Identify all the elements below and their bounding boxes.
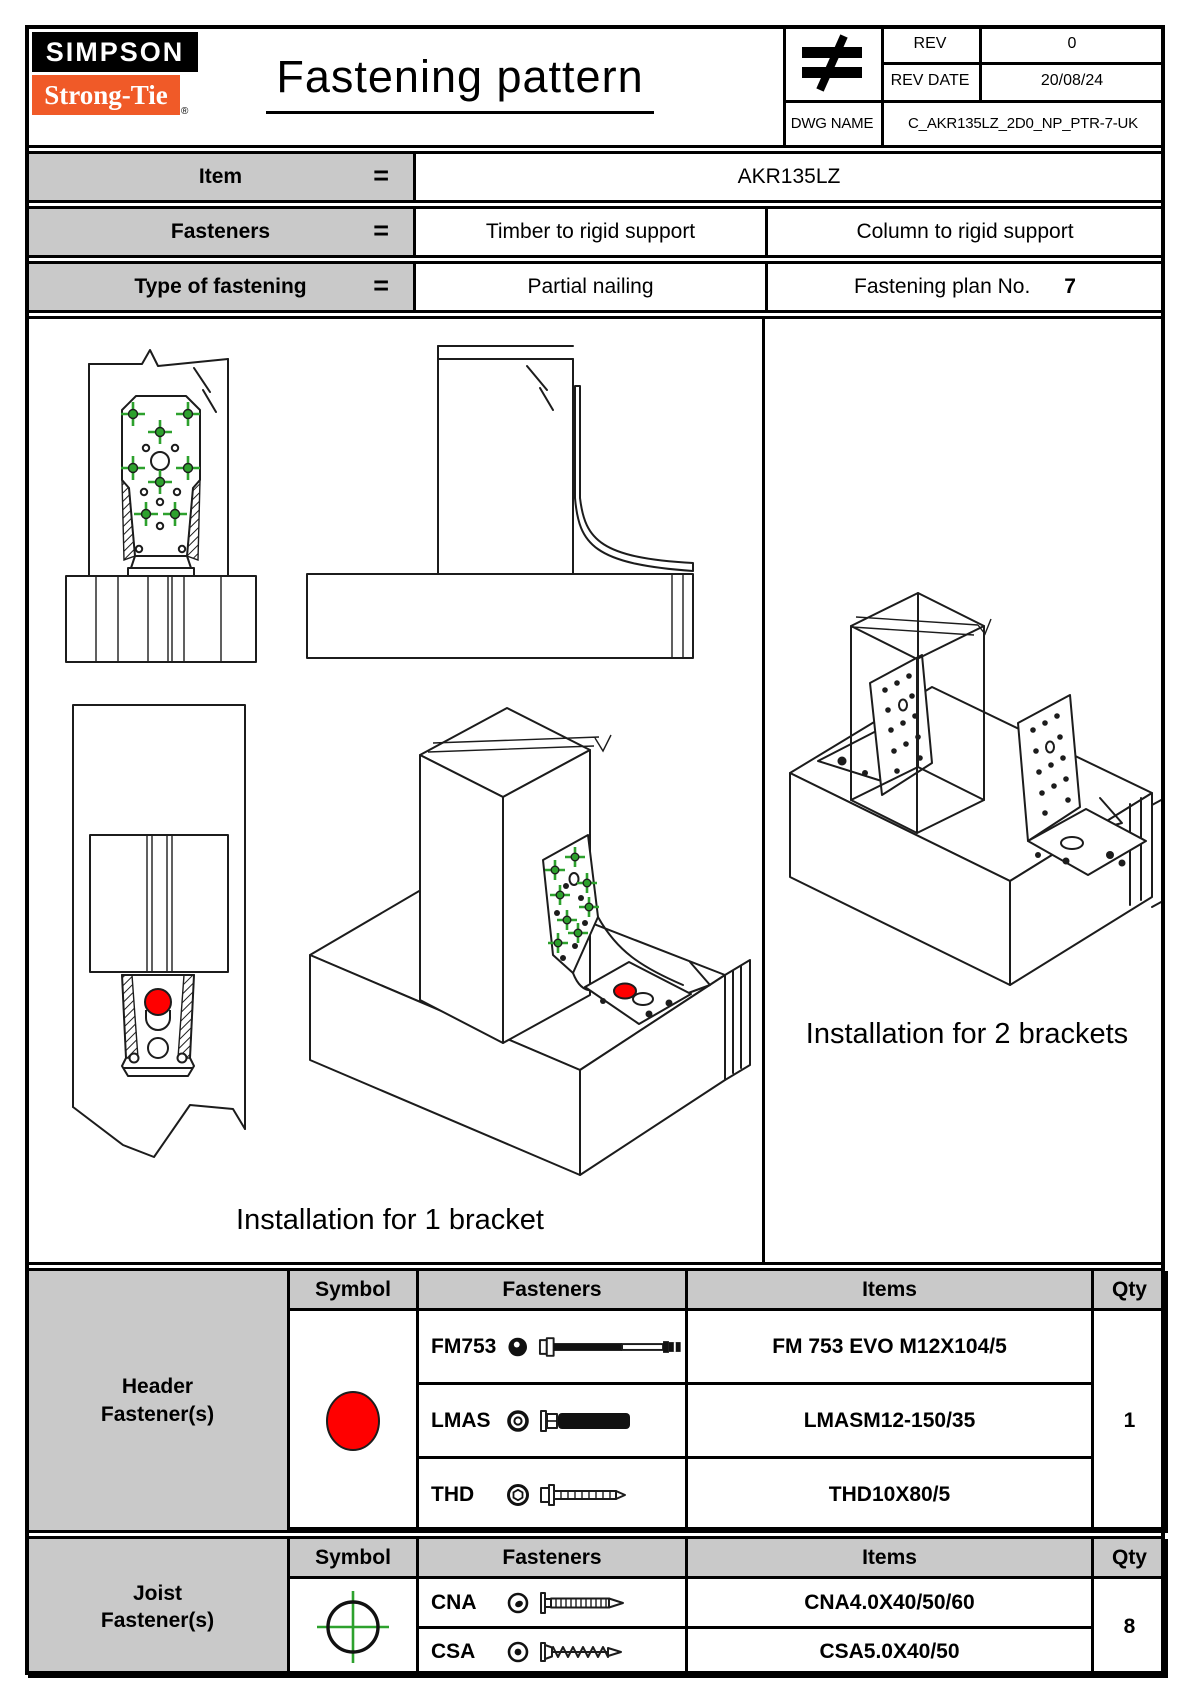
col-header-items: Items [688, 1271, 1094, 1311]
fastener-row-lmas [419, 1385, 688, 1459]
logo-simpson [32, 32, 198, 72]
csa-head-icon [506, 1640, 530, 1664]
info-fasteners-left: Timber to rigid support [485, 220, 696, 243]
caption-one-bracket: Installation for 1 bracket [236, 1204, 544, 1236]
iso-view-one-bracket [285, 655, 757, 1200]
col-header-qty: Qty [1094, 1539, 1168, 1579]
group-line2: Fastener(s) [100, 1402, 215, 1426]
item-value: LMASM12-150/35 [688, 1385, 1094, 1459]
group-label-header-fasteners [28, 1271, 290, 1533]
registered-mark: ® [181, 106, 189, 117]
plan-view-drawing [60, 700, 260, 1165]
side-view-drawing [295, 328, 705, 666]
cna-nail-icon [539, 1590, 635, 1616]
header-fasteners-table [25, 1268, 1165, 1530]
col-header-symbol: Symbol [290, 1539, 419, 1579]
thd-head-icon [506, 1483, 530, 1507]
equals-sign: = [373, 160, 389, 191]
cna-head-icon [506, 1591, 530, 1615]
fastener-code: FM753 [431, 1334, 497, 1358]
col-header-fasteners: Fasteners [419, 1271, 688, 1311]
header-fastener-marker [145, 989, 171, 1015]
break-symbol [194, 368, 216, 412]
fastener-code: CSA [431, 1640, 476, 1663]
qty-value-joist: 8 [1094, 1579, 1168, 1678]
not-to-scale-symbol [786, 28, 878, 98]
item-value: CNA4.0X40/50/60 [688, 1579, 1094, 1629]
header-fastener-marker [614, 984, 636, 999]
break-symbol [527, 366, 553, 410]
lmas-head-icon [506, 1409, 530, 1433]
info-fasteners-right: Column to rigid support [765, 209, 1162, 255]
fastener-code: THD [431, 1482, 475, 1506]
fastening-plan-number: 7 [1064, 275, 1076, 298]
info-item-value: AKR135LZ [737, 165, 841, 188]
info-row-fasteners [25, 206, 1165, 258]
page-title-text: Fastening pattern [266, 51, 653, 114]
fastener-row-csa [419, 1629, 688, 1678]
item-value: FM 753 EVO M12X104/5 [688, 1311, 1094, 1385]
rev-label: REV [913, 35, 947, 52]
dwg-name-label: DWG NAME [790, 114, 874, 132]
col-header-fasteners: Fasteners [419, 1539, 688, 1579]
info-fasteners-label-cell [28, 209, 416, 255]
not-equal-icon [796, 34, 868, 92]
fastener-row-cna [419, 1579, 688, 1629]
info-item-label-cell [28, 154, 416, 200]
break-line [73, 1105, 245, 1157]
logo-strongtie-text: Strong-Tie [44, 79, 168, 110]
fastening-plan-label: Fastening plan No. [854, 275, 1031, 298]
symbol-cell-joist [290, 1579, 419, 1678]
red-circle-icon [321, 1387, 385, 1455]
info-item-label: Item [198, 165, 243, 188]
drawing-area [25, 316, 1165, 1265]
info-fasteners-label: Fasteners [170, 220, 271, 243]
item-value: THD10X80/5 [688, 1459, 1094, 1533]
logo-strongtie [32, 75, 180, 115]
titleblock-divider [783, 100, 1165, 103]
joist-fasteners-table [25, 1536, 1165, 1675]
page-title [250, 52, 670, 112]
rev-date-label: REV DATE [890, 72, 970, 89]
item-value: CSA5.0X40/50 [688, 1629, 1094, 1678]
group-line2: Fastener(s) [100, 1609, 215, 1632]
info-type-left: Partial nailing [527, 275, 654, 298]
csa-screw-icon [539, 1639, 631, 1665]
caption-two-brackets: Installation for 2 brackets [805, 1018, 1129, 1050]
col-header-items: Items [688, 1539, 1094, 1579]
equals-sign: = [373, 270, 389, 301]
col-header-symbol: Symbol [290, 1271, 419, 1311]
group-label-joist-fasteners [28, 1539, 290, 1678]
dwg-name-value: C_AKR135LZ_2D0_NP_PTR-7-UK [908, 114, 1138, 132]
rev-value: 0 [1067, 35, 1077, 52]
lmas-bolt-icon [539, 1408, 635, 1434]
symbol-cell-header [290, 1311, 419, 1533]
info-row-item [25, 151, 1165, 203]
fm753-head-icon [506, 1335, 529, 1359]
front-view-drawing [58, 328, 263, 666]
info-row-type [25, 261, 1165, 313]
fastener-code: CNA [431, 1590, 477, 1614]
thd-screw-icon [539, 1482, 635, 1508]
col-header-qty: Qty [1094, 1271, 1168, 1311]
group-line1: Header [121, 1375, 194, 1399]
section-divider [25, 145, 1165, 148]
green-crosshair-icon [313, 1587, 393, 1667]
info-type-label: Type of fastening [134, 275, 307, 298]
rev-date-value: 20/08/24 [1040, 72, 1104, 89]
fastener-code: LMAS [431, 1408, 491, 1432]
fastener-row-thd [419, 1459, 688, 1533]
iso-view-two-brackets [770, 555, 1163, 1010]
info-plan-cell [765, 264, 1162, 310]
fm753-bolt-icon [538, 1335, 685, 1359]
equals-sign: = [373, 215, 389, 246]
panel-divider [762, 319, 765, 1262]
group-line1: Joist [132, 1581, 182, 1605]
info-type-label-cell [28, 264, 416, 310]
fastener-row-fm753 [419, 1311, 688, 1385]
qty-value-header: 1 [1094, 1311, 1168, 1533]
logo-simpson-text: SIMPSON [45, 36, 185, 67]
